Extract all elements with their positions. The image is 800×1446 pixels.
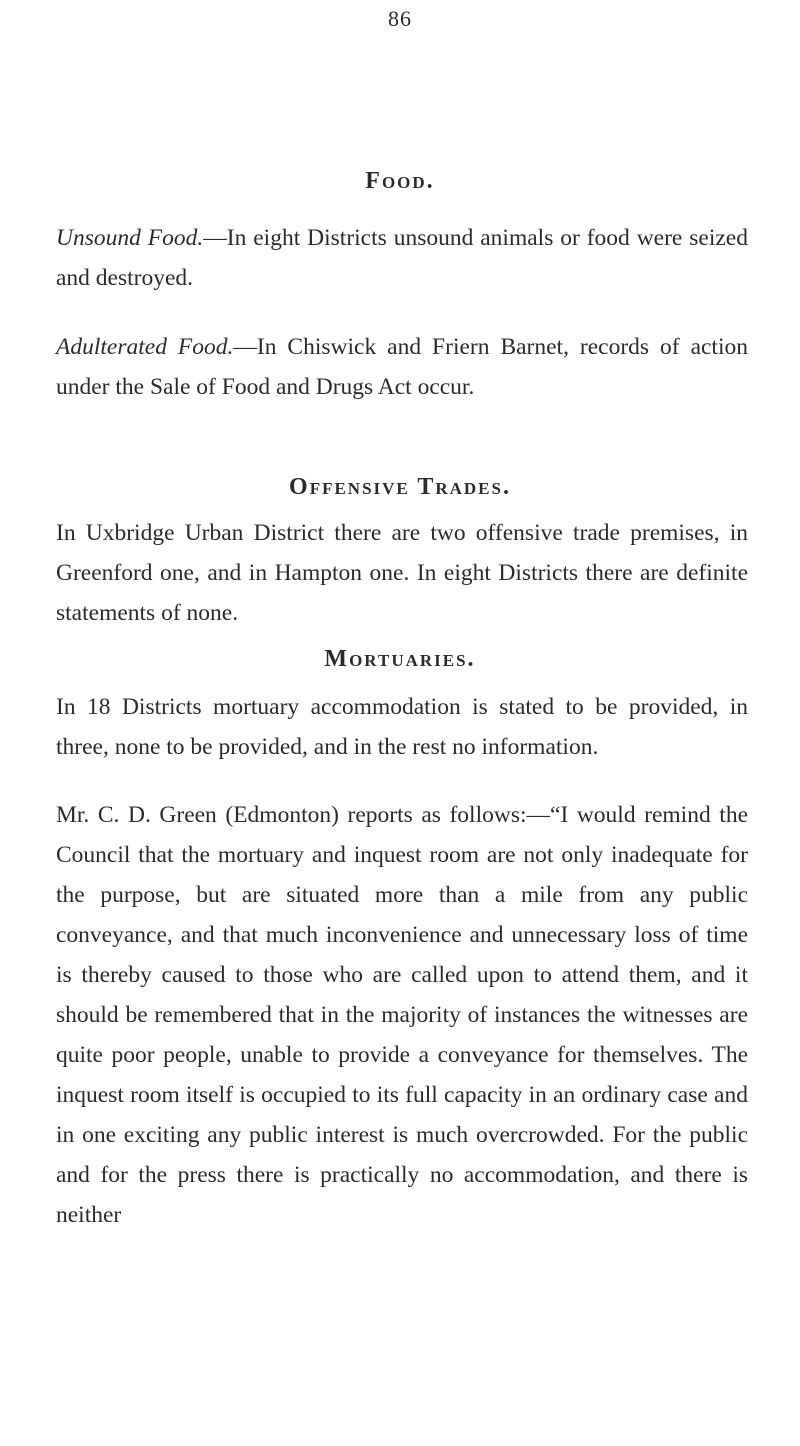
- page-number: 86: [388, 6, 412, 31]
- paragraph-unsound-food: [56, 218, 748, 298]
- section-heading-mortuaries: Mortuaries.: [324, 646, 476, 672]
- adulterated-food-lead: Adulterated Food.: [56, 334, 234, 360]
- unsound-food-text: —In eight Districts unsound animals or food were seized and destroyed.: [56, 225, 748, 291]
- section-heading-food: Food.: [365, 168, 435, 194]
- paragraph-mortuaries: In 18 Districts mortuary accommodation is stated to be provided, in three, none to be provided, and in the rest no information.: [56, 694, 748, 760]
- unsound-food-lead: Unsound Food.: [56, 225, 204, 251]
- paragraph-offensive-trades: In Uxbridge Urban District there are two offensive trade premises, in Greenford one, and in Hampton one. In eight Districts there are definite statements of none.: [56, 520, 748, 626]
- paragraph-green-report: Mr. C. D. Green (Edmonton) reports as follows:—“I would remind the Council that the mortuary and inquest room are not only inadequate for the purpose, but are situated more than a mile from any public conveyance, and that much inconvenience and unnecessary loss of time is thereby caused to those who are called upon to attend them, and it should be remembered that in the majority of instances the witnesses are quite poor people, unable to provide a conveyance for themselves. The inquest room itself is occupied to its full capacity in an ordinary case and in one exciting any public interest is much overcrowded. For the public and for the press there is practically no accommodation, and there is neither: [56, 802, 748, 1228]
- section-heading-offensive-trades: Offensive Trades.: [289, 474, 511, 500]
- adulterated-food-text: —In Chiswick and Friern Barnet, records of action under the Sale of Food and Drugs Act occur.: [56, 334, 748, 400]
- paragraph-adulterated-food: [56, 327, 748, 407]
